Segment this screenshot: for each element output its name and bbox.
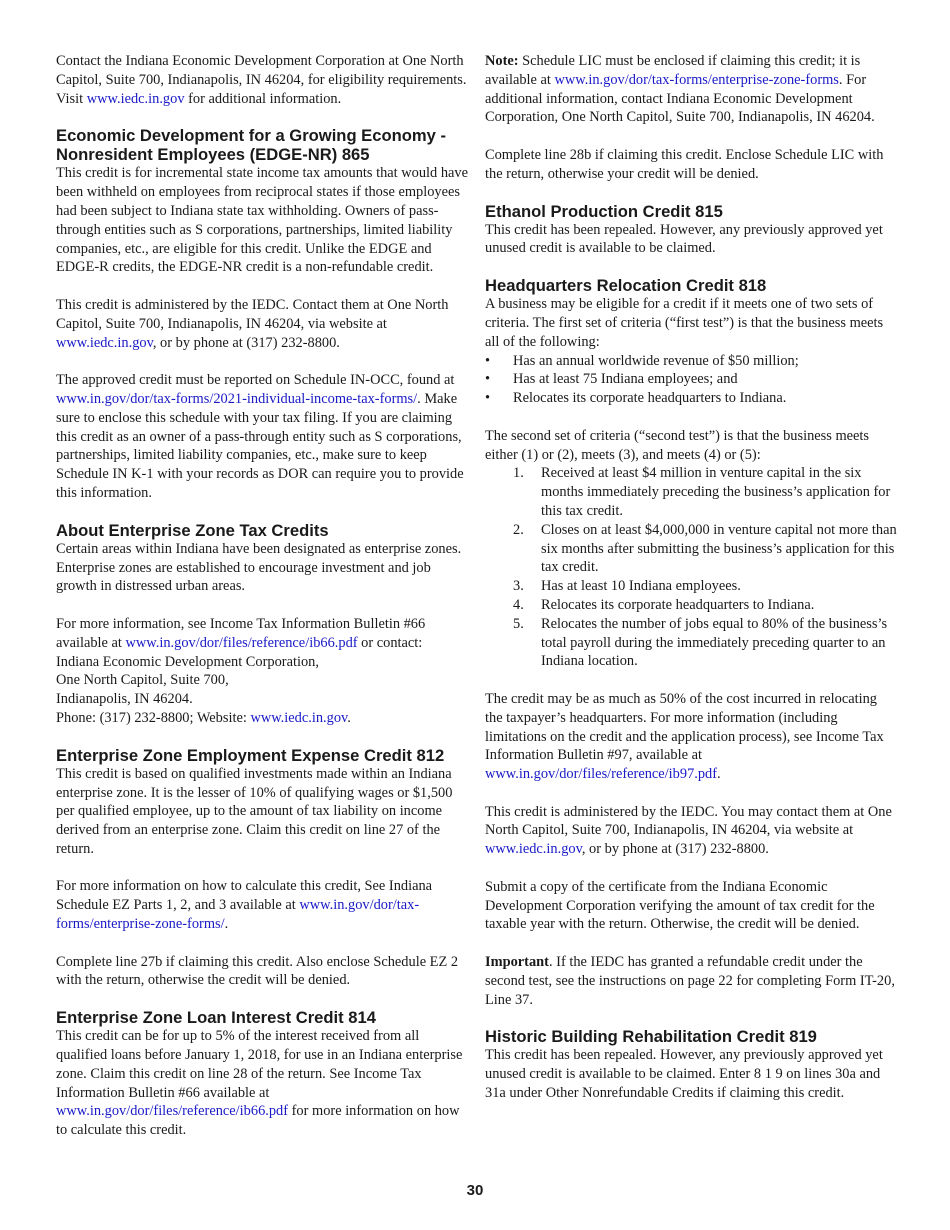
hq-paragraph-1: A business may be eligible for a credit if it meets one of two sets of criteria. The first set of criteria (“first test”) is that the business meets all of the following: xyxy=(485,296,884,350)
historic-paragraph: This credit has been repealed. However, any previously approved yet unused credit is available to be claimed. Enter 8 1 9 on lines 30a and 31a under Other Nonrefundable Credits if claiming this credit. xyxy=(485,1047,883,1102)
iedc-link[interactable]: www.iedc.in.gov xyxy=(485,841,582,858)
ez-employment-paragraph-1: This credit is based on qualified investments made within an Indiana enterprise zone. It is the lesser of 10% of qualifying wages or $1,500 per qualified employee, up to the amount of tax liability on income derived from an enterprise zone. Claim this credit on line 27 of the return. xyxy=(56,765,453,857)
note-paragraph: Note: Schedule LIC must be enclosed if claiming this credit; it is available at www.in.gov/dor/tax-forms/enterprise-zone-forms. For additional information, contact Indiana Economic Development Corporation, One North Capitol, Suite 700, Indianapolis, IN 46204. xyxy=(485,53,875,126)
right-column xyxy=(485,52,897,1103)
list-item: • Relocates its corporate headquarters to Indiana. xyxy=(485,390,787,407)
edge-nr-paragraph-2: This credit is administered by the IEDC. Contact them at One North Capitol, Suite 700, Indianapolis, IN 46204, via website at www.iedc.in.gov, or by phone at (317) 232-8800. xyxy=(56,296,449,351)
tax-forms-link[interactable]: www.in.gov/dor/tax-forms/2021-individual-income-tax-forms/ xyxy=(56,390,418,407)
list-item: • Has an annual worldwide revenue of $50 million; xyxy=(485,352,799,369)
ez-loan-heading: Enterprise Zone Loan Interest Credit 814 xyxy=(56,1008,376,1028)
bullet-icon: • xyxy=(485,371,491,388)
edge-nr-paragraph-3: The approved credit must be reported on Schedule IN-OCC, found at www.in.gov/dor/tax-forms/2021-individual-income-tax-forms/. Make sure to enclose this schedule with your tax filing. If you are claiming this credit as an owner of a pass-through entity such as S corporations, partnerships, limited liability companies, etc., make sure to keep Schedule IN K-1 with your records as DOR can require you to provide this information. xyxy=(56,372,464,501)
ethanol-paragraph: This credit has been repealed. However, any previously approved yet unused credit is available to be claimed. xyxy=(485,221,883,257)
page-number: 30 xyxy=(466,1182,484,1199)
intro-paragraph: Contact the Indiana Economic Development Corporation at One North Capitol, Suite 700, Indianapolis, IN 46204, for eligibility requirements. Visit www.iedc.in.gov for additional information. xyxy=(56,53,467,107)
enterprise-zone-forms-link[interactable]: www.in.gov/dor/tax-forms/enterprise-zone-forms xyxy=(554,71,839,88)
edge-nr-paragraph-1: This credit is for incremental state income tax amounts that would have been withheld on employees from reciprocal states if those employees had been subject to Indiana state tax withholding. Owners of pass-through entities such as S corporations, partnerships, limited liability companies, etc., are eligible for this credit. Unlike the EDGE and EDGE-R credits, the EDGE-NR credit is a non-refundable credit. xyxy=(56,165,469,276)
ethanol-heading: Ethanol Production Credit 815 xyxy=(485,201,723,221)
address-line-3: Indianapolis, IN 46204. xyxy=(56,691,193,708)
ez-loan-paragraph-1: This credit can be for up to 5% of the interest received from all qualified loans before January 1, 2018, for use in an Indiana enterprise zone. Claim this credit on line 28 of the return. See Income Tax Information Bulletin #66 available at www.in.gov/dor/files/reference/ib66.pdf for more information on how to calculate this credit. xyxy=(56,1028,463,1139)
about-ez-paragraph-2: For more information, see Income Tax Information Bulletin #66 available at www.in.gov/dor/files/reference/ib66.pdf or contact: Indiana Economic Development Corporation, One North Capitol, Suite 700, Indianapolis, IN 46204. Phone: (317) 232-8800; Website: www.iedc.in.gov. xyxy=(56,615,426,726)
first-test-list xyxy=(485,352,897,408)
list-item: 3. Has at least 10 Indiana employees. xyxy=(513,578,741,595)
hq-paragraph-3: The credit may be as much as 50% of the cost incurred in relocating the taxpayer’s headquarters. For more information (including limitations on the credit and the application process), see Income Tax Information Bulletin #97, available at www.in.gov/dor/files/reference/ib97.pdf. xyxy=(485,690,884,783)
bullet-icon: • xyxy=(485,390,491,407)
ib66-link[interactable]: www.in.gov/dor/files/reference/ib66.pdf xyxy=(125,634,358,651)
hq-paragraph-6: Important. If the IEDC has granted a refundable credit under the second test, see the instructions on page 22 for completing Form IT-20, Line 37. xyxy=(485,954,895,1008)
ib97-link[interactable]: www.in.gov/dor/files/reference/ib97.pdf xyxy=(485,766,718,783)
ez-employment-paragraph-3: Complete line 27b if claiming this credit. Also enclose Schedule EZ 2 with the return, otherwise the credit will be denied. xyxy=(56,953,459,989)
line-28b-paragraph: Complete line 28b if claiming this credit. Enclose Schedule LIC with the return, otherwise your credit will be denied. xyxy=(485,146,884,182)
address-line-1: Indiana Economic Development Corporation, xyxy=(56,653,319,670)
note-label: Note: xyxy=(485,53,519,69)
bullet-icon: • xyxy=(485,352,491,369)
hq-paragraph-2: The second set of criteria (“second test”) is that the business meets either (1) or (2), meets (3), and meets (4) or (5): xyxy=(485,427,870,463)
hq-paragraph-5: Submit a copy of the certificate from the Indiana Economic Development Corporation verifying the amount of tax credit for the taxable year with the return. Otherwise, the credit will be denied. xyxy=(485,878,875,933)
iedc-link[interactable]: www.iedc.in.gov xyxy=(250,709,348,726)
list-item: 4. Relocates its corporate headquarters to Indiana. xyxy=(513,596,815,613)
edge-nr-heading: Economic Development for a Growing Economy - Nonresident Employees (EDGE-NR) 865 xyxy=(56,126,447,165)
important-label: Important xyxy=(485,954,549,971)
ib66-link[interactable]: www.in.gov/dor/files/reference/ib66.pdf xyxy=(56,1103,289,1120)
list-item: 1. Received at least $4 million in venture capital in the six months immediately preceding the business’s application for this tax credit. xyxy=(513,465,891,519)
left-column xyxy=(56,52,468,1140)
about-ez-heading: About Enterprise Zone Tax Credits xyxy=(56,520,329,540)
second-test-list xyxy=(485,464,897,671)
ez-employment-heading: Enterprise Zone Employment Expense Credit 812 xyxy=(56,745,445,765)
hq-paragraph-4: This credit is administered by the IEDC. You may contact them at One North Capitol, Suite 700, Indianapolis, IN 46204, via website at www.iedc.in.gov, or by phone at (317) 232-8800. xyxy=(485,803,892,858)
list-item: 2. Closes on at least $4,000,000 in venture capital not more than six months after submitting the business’s application for this tax credit. xyxy=(513,521,897,576)
hq-heading: Headquarters Relocation Credit 818 xyxy=(485,276,767,296)
list-item: 5. Relocates the number of jobs equal to 80% of the business’s total payroll during the immediately preceding quarter to an Indiana location. xyxy=(513,615,888,670)
enterprise-zone-forms-link[interactable]: www.in.gov/dor/tax-forms/enterprise-zone-forms/ xyxy=(56,897,420,933)
address-line-2: One North Capitol, Suite 700, xyxy=(56,672,229,689)
historic-heading: Historic Building Rehabilitation Credit 819 xyxy=(485,1027,817,1047)
iedc-link[interactable]: www.iedc.in.gov xyxy=(56,334,153,351)
ez-employment-paragraph-2: For more information on how to calculate this credit, See Indiana Schedule EZ Parts 1, 2, and 3 available at www.in.gov/dor/tax-forms/enterprise-zone-forms/. xyxy=(56,878,433,933)
iedc-link[interactable]: www.iedc.in.gov xyxy=(86,90,185,107)
about-ez-paragraph-1: Certain areas within Indiana have been designated as enterprise zones. Enterprise zones are established to encourage investment and job growth in distressed urban areas. xyxy=(56,540,462,595)
list-item: • Has at least 75 Indiana employees; and xyxy=(485,371,738,388)
